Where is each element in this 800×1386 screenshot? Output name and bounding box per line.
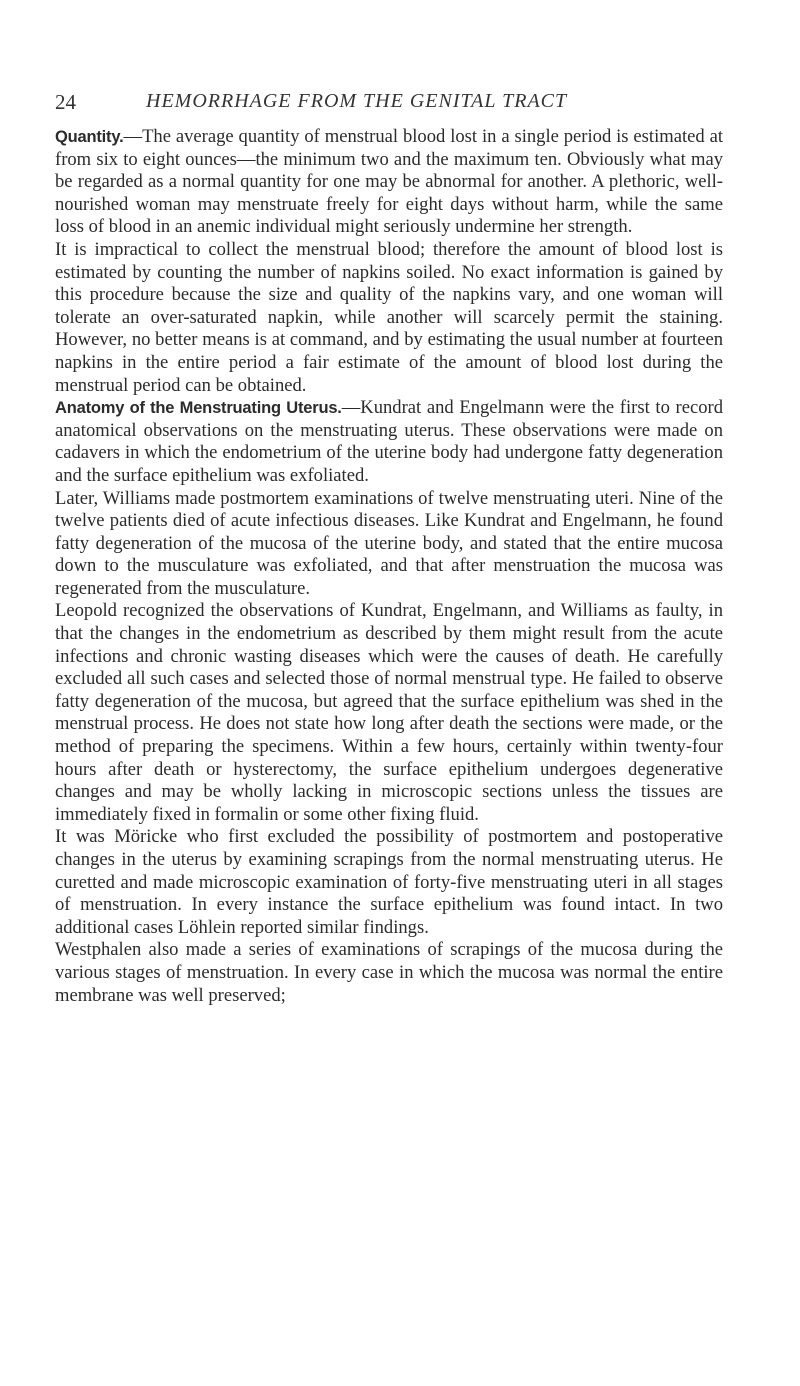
book-page [55,90,723,1007]
body-text [55,126,723,1007]
paragraph-quantity [55,126,723,239]
paragraph [55,488,723,601]
running-title: HEMORRHAGE FROM THE GENITAL TRACT [146,90,568,112]
paragraph-text: —The average quantity of menstrual blood lost in a single period is estimated at from six to eight ounces—the minimum two and the maximum ten. Obviously what may be regarded as a normal quantity for one may be abnormal for another. A plethoric, well-nourished woman may menstruate freely for eight days without harm, while the same loss of blood in an anemic individual might seriously undermine her strength. [55,126,723,238]
paragraph-text: Leopold recognized the observations of Kundrat, Engelmann, and Williams as faulty, in that the changes in the endometrium as described by them might result from the acute infections and chronic wasting diseases which were the causes of death. He carefully excluded all such cases and selected those of normal menstrual type. He failed to observe fatty degeneration of the mucosa, but agreed that the surface epithelium was shed in the menstrual process. He does not state how long after death the sections were made, or the method of preparing the specimens. Within a few hours, certainly within twenty-four hours after death or hysterectomy, the surface epithelium undergoes degenerative changes and may be wholly lacking in microscopic sections unless the tissues are immediately fixed in formalin or some other fixing fluid. [55,600,723,825]
paragraph-text: —Kundrat and Engelmann were the first to record anatomical observations on the menstruating uterus. These observations were made on cadavers in which the endometrium of the uterine body had undergone fatty degeneration and the surface epithelium was exfoliated. [55,397,724,486]
paragraph [55,600,723,826]
paragraph-text: Westphalen also made a series of examinations of scrapings of the mucosa during the various stages of menstruation. In every case in which the mucosa was normal the entire membrane was well preserved; [55,939,723,1006]
page-number: 24 [55,90,76,114]
paragraph [55,826,723,939]
paragraph-text: It is impractical to collect the menstrual blood; therefore the amount of blood lost is estimated by counting the number of napkins soiled. No exact information is gained by this procedure because the size and quality of the napkins vary, and one woman will tolerate an over-saturated napkin, while another will scarcely permit the staining. However, no better means is at command, and by estimating the usual number at fourteen napkins in the entire period a fair estimate of the amount of blood lost during the menstrual period can be obtained. [55,238,723,396]
paragraph [55,239,723,397]
section-heading-quantity: Quantity. [55,128,124,146]
paragraph-anatomy [55,397,723,487]
paragraph-text: It was Möricke who first excluded the possibility of postmortem and postoperative changes in the uterus by examining scrapings from the normal menstruating uterus. He curetted and made microscopic examination of forty-five menstruating uteri in all stages of menstruation. In every instance the surface epithelium was found intact. In two additional cases Löhlein reported similar findings. [55,826,723,938]
paragraph [55,939,723,1007]
paragraph-text: Later, Williams made postmortem examinations of twelve menstruating uteri. Nine of the twelve patients died of acute infectious diseases. Like Kundrat and Engelmann, he found fatty degeneration of the mucosa of the uterine body, and stated that the entire mucosa down to the musculature was exfoliated, and that after menstruation the mucosa was regenerated from the musculature. [55,487,723,599]
page-header [55,90,723,120]
section-heading-anatomy: Anatomy of the Menstruating Uterus. [55,399,342,418]
